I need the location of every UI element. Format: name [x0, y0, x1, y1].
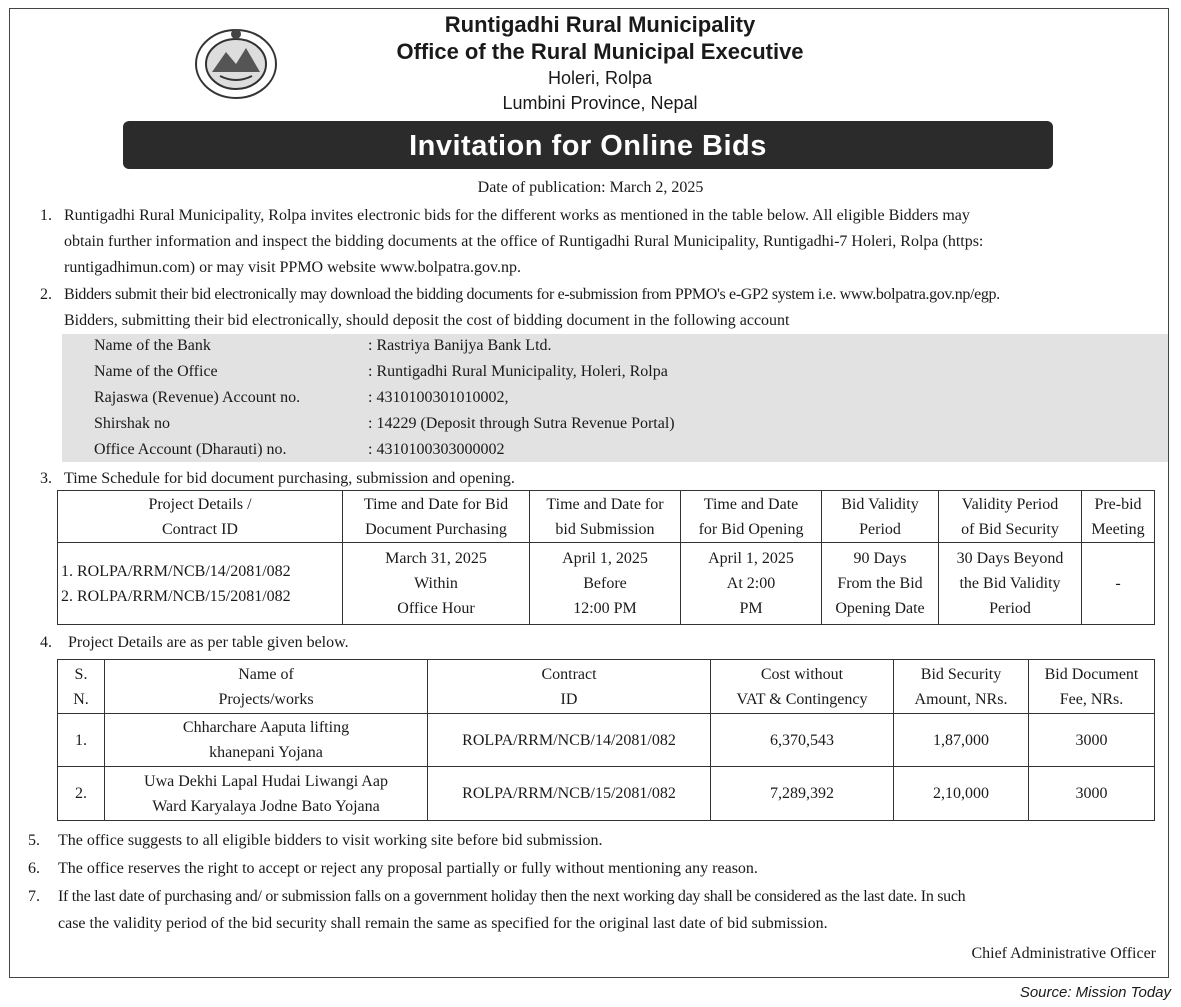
- address-line: Holeri, Rolpa: [547, 68, 653, 88]
- point-5-text: The office suggests to all eligible bidders to visit working site before bid submission.: [58, 832, 603, 849]
- point-number: 1.: [40, 207, 52, 224]
- security-validity: 30 Days Beyond the Bid Validity Period: [939, 543, 1082, 625]
- publication-date: Date of publication: March 2, 2025: [477, 179, 704, 196]
- table-header: S. N.: [58, 660, 105, 714]
- table-header: Time and Date for bid Submission: [530, 491, 681, 543]
- point-2-line-2: Bidders, submitting their bid electronically, should deposit the cost of bidding document in the following account: [64, 312, 790, 329]
- serial-number: 2.: [58, 767, 105, 821]
- point-number: 3.: [40, 470, 52, 487]
- table-header: Time and Date for Bid Document Purchasing: [343, 491, 530, 543]
- table-row: [58, 767, 1155, 821]
- project-name: Chharchare Aaputa lifting khanepani Yojana: [105, 714, 428, 767]
- table-header: Bid Validity Period: [822, 491, 939, 543]
- bid-security-value: 1,87,000: [894, 714, 1029, 767]
- table-header: Name of Projects/works: [105, 660, 428, 714]
- contract-ids: 1. ROLPA/RRM/NCB/14/2081/082 2. ROLPA/RRM/NCB/15/2081/082: [58, 543, 343, 625]
- time-schedule-table: [57, 490, 1155, 625]
- bank-label: Shirshak no: [94, 415, 170, 432]
- serial-number: 1.: [58, 714, 105, 767]
- project-name: Uwa Dekhi Lapal Hudai Liwangi Aap Ward Karyalaya Jodne Bato Yojana: [105, 767, 428, 821]
- point-2-line-1: Bidders submit their bid electronically may download the bidding documents for e-submission from PPMO's e-GP2 system i.e. www.bolpatra.gov.np/egp.: [64, 286, 1000, 303]
- table-header: Validity Period of Bid Security: [939, 491, 1082, 543]
- submission-date: April 1, 2025 Before 12:00 PM: [530, 543, 681, 625]
- document-fee-value: 3000: [1029, 714, 1155, 767]
- province-line: Lumbini Province, Nepal: [502, 93, 698, 113]
- nepal-emblem-icon: [190, 22, 282, 102]
- bank-label: Name of the Office: [94, 363, 218, 380]
- document-fee-value: 3000: [1029, 767, 1155, 821]
- point-1-line-1: Runtigadhi Rural Municipality, Rolpa invites electronic bids for the different works as mentioned in the table below. All eligible Bidders may: [64, 207, 970, 224]
- point-3-text: Time Schedule for bid document purchasing, submission and opening.: [64, 470, 515, 487]
- notice-title: Invitation for Online Bids: [123, 121, 1053, 169]
- point-number: 6.: [28, 860, 40, 877]
- office-name: Office of the Rural Municipal Executive: [396, 39, 804, 64]
- point-1-line-3: runtigadhimun.com) or may visit PPMO website www.bolpatra.gov.np.: [64, 259, 521, 276]
- signature-title: Chief Administrative Officer: [971, 945, 1156, 962]
- table-header: Bid Security Amount, NRs.: [894, 660, 1029, 714]
- pre-bid-meeting: -: [1082, 543, 1155, 625]
- table-header: Bid Document Fee, NRs.: [1029, 660, 1155, 714]
- purchase-date: March 31, 2025 Within Office Hour: [343, 543, 530, 625]
- bank-label: Name of the Bank: [94, 337, 211, 354]
- bank-value: : 4310100301010002,: [368, 389, 509, 406]
- point-7-line-1: If the last date of purchasing and/ or submission falls on a government holiday then the next working day shall be considered as the last date. In such: [58, 888, 966, 905]
- bank-value: : 4310100303000002: [368, 441, 505, 458]
- point-number: 7.: [28, 888, 40, 905]
- table-header: Project Details / Contract ID: [58, 491, 343, 543]
- point-4-text: Project Details are as per table given below.: [68, 634, 349, 651]
- table-header: Pre-bid Meeting: [1082, 491, 1155, 543]
- table-header: Cost without VAT & Contingency: [711, 660, 894, 714]
- table-header: Contract ID: [428, 660, 711, 714]
- bid-security-value: 2,10,000: [894, 767, 1029, 821]
- source-credit: Source: Mission Today: [1019, 984, 1171, 1001]
- opening-date: April 1, 2025 At 2:00 PM: [681, 543, 822, 625]
- point-7-line-2: case the validity period of the bid security shall remain the same as specified for the original last date of bid submission.: [58, 915, 828, 932]
- bank-label: Office Account (Dharauti) no.: [94, 441, 287, 458]
- point-6-text: The office reserves the right to accept or reject any proposal partially or fully without mentioning any reason.: [58, 860, 758, 877]
- cost-value: 7,289,392: [711, 767, 894, 821]
- contract-id: ROLPA/RRM/NCB/14/2081/082: [428, 714, 711, 767]
- point-1-line-2: obtain further information and inspect the bidding documents at the office of Runtigadhi Rural Municipality, Runtigadhi-7 Holeri, Rolpa (https:: [64, 233, 984, 250]
- point-number: 4.: [40, 634, 52, 651]
- cost-value: 6,370,543: [711, 714, 894, 767]
- table-header-row: [58, 491, 1155, 543]
- bank-value: : Rastriya Banijya Bank Ltd.: [368, 337, 552, 354]
- project-details-table: [57, 659, 1155, 821]
- bank-value: : 14229 (Deposit through Sutra Revenue Portal): [368, 415, 675, 432]
- contract-id: ROLPA/RRM/NCB/15/2081/082: [428, 767, 711, 821]
- municipality-name: Runtigadhi Rural Municipality: [444, 12, 756, 37]
- bank-label: Rajaswa (Revenue) Account no.: [94, 389, 301, 406]
- point-number: 2.: [40, 286, 52, 303]
- table-header: Time and Date for Bid Opening: [681, 491, 822, 543]
- point-number: 5.: [28, 832, 40, 849]
- table-header-row: [58, 660, 1155, 714]
- table-row: [58, 714, 1155, 767]
- bank-value: : Runtigadhi Rural Municipality, Holeri, Rolpa: [368, 363, 668, 380]
- bid-validity: 90 Days From the Bid Opening Date: [822, 543, 939, 625]
- table-row: [58, 543, 1155, 625]
